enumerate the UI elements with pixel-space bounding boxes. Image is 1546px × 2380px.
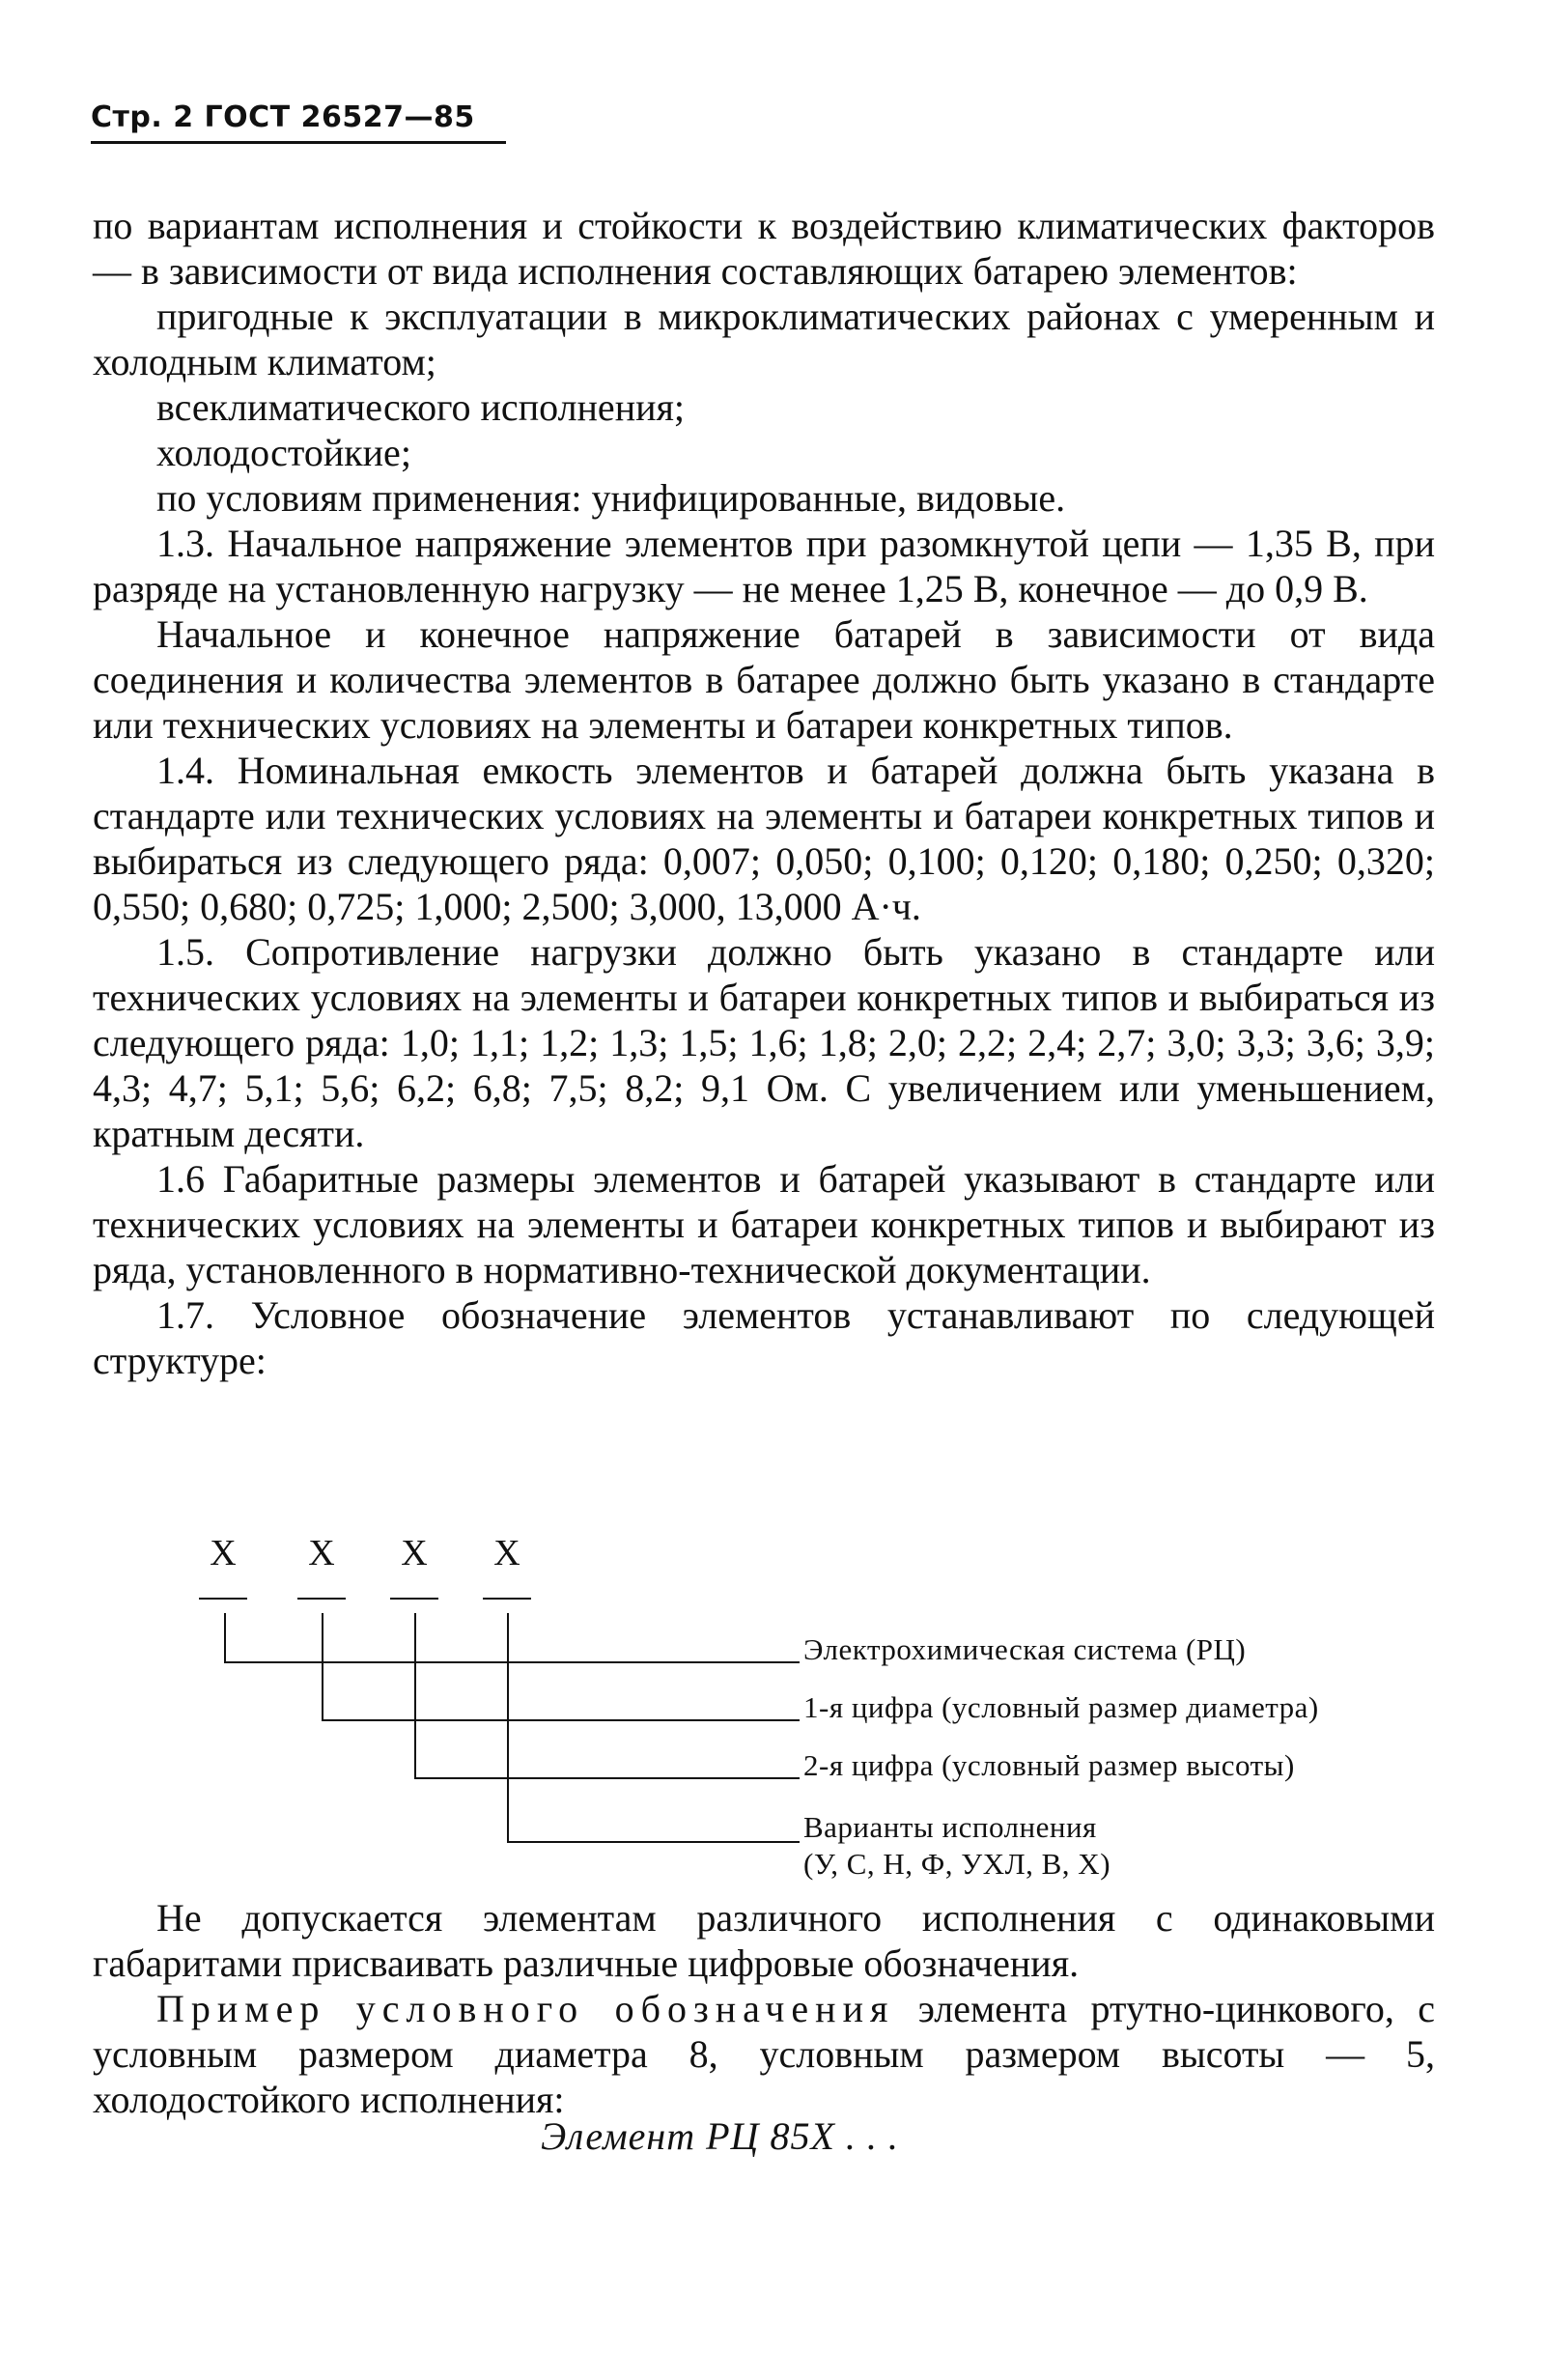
diagram-symbol: X [493,1533,520,1573]
leader-vertical [507,1613,509,1843]
paragraph: всеклиматического исполнения; [156,385,686,429]
paragraph: 1.6 Габаритные размеры элементов и батарей указывают в стандарте или технических условиях на элементы и батареи конкретных типов и выбирают из ряда, установленного в нормативно-технической документации. [93,1157,1435,1291]
diagram-symbol: X [401,1533,428,1573]
paragraph: 1.4. Номинальная емкость элементов и батарей должна быть указана в стандарте или технических условиях на элементы и батареи конкретных типов и выбираться из следующего ряда: 0,007; 0,050; 0,100; 0,120; 0,180; 0,250; 0,320; 0,550; 0,680; 0,725; 1,000; 2,500; 3,000, 13,000 А·ч. [93,749,1435,928]
example-label: Пример условного обозначения [156,1987,895,2030]
paragraph: 1.3. Начальное напряжение элементов при разомкнутой цепи — 1,35 В, при разряде на установленную нагрузку — не менее 1,25 В, конечное — до 0,9 В. [93,522,1435,610]
document-body-continued [93,1895,1435,2122]
paragraph: Не допускается элементам различного исполнения с одинаковыми габаритами присваивать различные цифровые обозначения. [93,1896,1435,1985]
paragraph: холодостойкие; [156,431,411,474]
designation-structure-diagram [93,1532,1445,1909]
paragraph: 1.7. Условное обозначение элементов устанавливают по следующей структуре: [93,1293,1435,1382]
symbol-underline [199,1598,247,1600]
leader-vertical [414,1613,416,1779]
diagram-symbol: X [308,1533,335,1573]
paragraph: Начальное и конечное напряжение батарей в зависимости от вида соединения и количества элементов в батарее должно быть указано в стандарте или технических условиях на элементы и батареи конкретных типов. [93,612,1435,747]
example-designation: Элемент РЦ 85Х . . . [541,2114,899,2158]
diagram-label: 1-я цифра (условный размер диаметра) [803,1690,1319,1724]
leader-vertical [322,1613,323,1721]
diagram-label: Варианты исполнения [803,1810,1097,1844]
leader-vertical [224,1613,226,1663]
diagram-label: 2-я цифра (условный размер высоты) [803,1748,1295,1782]
paragraph: пригодные к эксплуатации в микроклиматических районах с умеренным и холодным климатом; [93,295,1435,383]
symbol-underline [297,1598,346,1600]
paragraph: по условиям применения: унифицированные, видовые. [156,476,1066,520]
paragraph: по вариантам исполнения и стойкости к воздействию климатических факторов — в зависимости от вида исполнения составляющих батарею элементов: [93,204,1435,293]
paragraph [93,1986,1435,2122]
leader-horizontal [224,1661,800,1663]
page-header: Стр. 2 ГОСТ 26527—85 [91,97,506,144]
leader-horizontal [507,1841,800,1843]
example-text: элемента ртутно-цинкового, с условным размером диаметра 8, условным размером высоты — 5, холодостойкого исполнения: [93,1987,1435,2121]
symbol-underline [390,1598,438,1600]
paragraph: 1.5. Сопротивление нагрузки должно быть указано в стандарте или технических условиях на элементы и батареи конкретных типов и выбираться из следующего ряда: 1,0; 1,1; 1,2; 1,3; 1,5; 1,6; 1,8; 2,0; 2,2; 2,4; 2,7; 3,0; 3,3; 3,6; 3,9; 4,3; 4,7; 5,1; 5,6; 6,2; 6,8; 7,5; 8,2; 9,1 Ом. С увеличением или уменьшением, кратным десяти. [93,930,1435,1155]
diagram-label: Электрохимическая система (РЦ) [803,1632,1247,1666]
leader-horizontal [322,1719,800,1721]
diagram-label: (У, С, Н, Ф, УХЛ, В, Х) [803,1847,1111,1881]
symbol-underline [483,1598,531,1600]
leader-horizontal [414,1777,800,1779]
document-body [93,203,1435,1383]
diagram-symbol: X [210,1533,237,1573]
